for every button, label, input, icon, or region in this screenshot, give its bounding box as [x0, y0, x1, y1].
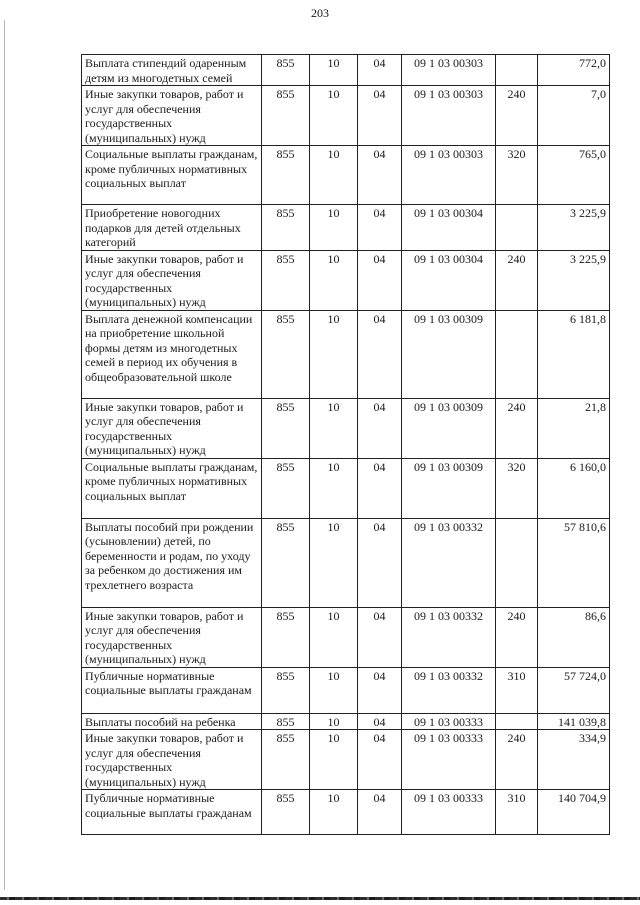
- row-vedomstvo-cell: 855: [262, 713, 310, 730]
- row-razdel-cell: 10: [310, 310, 358, 398]
- row-target-article-cell: 09 1 03 00303: [402, 86, 496, 146]
- page-number: 203: [311, 6, 329, 20]
- row-razdel-cell: 10: [310, 713, 358, 730]
- row-name-cell: Приобретение новогодних подарков для детей отдельных категорий: [82, 205, 262, 251]
- table-row: [82, 667, 610, 713]
- row-name-cell: Выплата денежной компенсации на приобретение школьной формы детям из многодетных семей в период их обучения в общеобразовательной школе: [82, 310, 262, 398]
- row-razdel-cell: 10: [310, 250, 358, 310]
- row-target-article-cell: 09 1 03 00309: [402, 398, 496, 458]
- row-target-article-cell: 09 1 03 00333: [402, 790, 496, 835]
- scan-bottom-rule: [0, 897, 640, 900]
- table-row: [82, 205, 610, 251]
- row-expense-type-cell: 240: [496, 86, 538, 146]
- row-podrazdel-cell: 04: [358, 667, 402, 713]
- row-vedomstvo-cell: 855: [262, 458, 310, 518]
- row-vedomstvo-cell: 855: [262, 398, 310, 458]
- row-vedomstvo-cell: 855: [262, 310, 310, 398]
- row-amount-cell: 7,0: [538, 86, 610, 146]
- row-expense-type-cell: [496, 205, 538, 251]
- row-name-cell: Выплаты пособий на ребенка: [82, 713, 262, 730]
- table-row: [82, 398, 610, 458]
- row-expense-type-cell: 320: [496, 458, 538, 518]
- row-name-cell: Социальные выплаты гражданам, кроме публичных нормативных социальных выплат: [82, 146, 262, 205]
- row-vedomstvo-cell: 855: [262, 205, 310, 251]
- row-expense-type-cell: [496, 713, 538, 730]
- row-podrazdel-cell: 04: [358, 790, 402, 835]
- row-razdel-cell: 10: [310, 55, 358, 86]
- row-amount-cell: 86,6: [538, 607, 610, 667]
- table-row: [82, 607, 610, 667]
- row-name-cell: Социальные выплаты гражданам, кроме публичных нормативных социальных выплат: [82, 458, 262, 518]
- row-amount-cell: 21,8: [538, 398, 610, 458]
- row-amount-cell: 140 704,9: [538, 790, 610, 835]
- row-name-cell: Иные закупки товаров, работ и услуг для обеспечения государственных (муниципальных) нужд: [82, 250, 262, 310]
- row-razdel-cell: 10: [310, 205, 358, 251]
- row-podrazdel-cell: 04: [358, 205, 402, 251]
- table-row: [82, 790, 610, 835]
- row-razdel-cell: 10: [310, 730, 358, 790]
- row-amount-cell: 6 181,8: [538, 310, 610, 398]
- table-row: [82, 713, 610, 730]
- table-row: [82, 86, 610, 146]
- row-target-article-cell: 09 1 03 00309: [402, 310, 496, 398]
- row-target-article-cell: 09 1 03 00309: [402, 458, 496, 518]
- row-name-cell: Иные закупки товаров, работ и услуг для обеспечения государственных (муниципальных) нужд: [82, 398, 262, 458]
- row-target-article-cell: 09 1 03 00304: [402, 250, 496, 310]
- row-vedomstvo-cell: 855: [262, 790, 310, 835]
- row-amount-cell: 3 225,9: [538, 250, 610, 310]
- table-row: [82, 518, 610, 607]
- row-target-article-cell: 09 1 03 00333: [402, 713, 496, 730]
- row-podrazdel-cell: 04: [358, 713, 402, 730]
- row-expense-type-cell: 240: [496, 730, 538, 790]
- row-target-article-cell: 09 1 03 00303: [402, 146, 496, 205]
- row-podrazdel-cell: 04: [358, 398, 402, 458]
- row-expense-type-cell: 240: [496, 250, 538, 310]
- table-row: [82, 55, 610, 86]
- table-row: [82, 250, 610, 310]
- row-vedomstvo-cell: 855: [262, 86, 310, 146]
- row-target-article-cell: 09 1 03 00333: [402, 730, 496, 790]
- row-razdel-cell: 10: [310, 607, 358, 667]
- row-expense-type-cell: [496, 518, 538, 607]
- row-amount-cell: 3 225,9: [538, 205, 610, 251]
- row-vedomstvo-cell: 855: [262, 730, 310, 790]
- row-name-cell: Публичные нормативные социальные выплаты гражданам: [82, 667, 262, 713]
- row-podrazdel-cell: 04: [358, 518, 402, 607]
- row-name-cell: Публичные нормативные социальные выплаты гражданам: [82, 790, 262, 835]
- row-podrazdel-cell: 04: [358, 86, 402, 146]
- row-razdel-cell: 10: [310, 146, 358, 205]
- row-amount-cell: 57 724,0: [538, 667, 610, 713]
- row-name-cell: Иные закупки товаров, работ и услуг для обеспечения государственных (муниципальных) нужд: [82, 86, 262, 146]
- row-target-article-cell: 09 1 03 00332: [402, 518, 496, 607]
- row-amount-cell: 141 039,8: [538, 713, 610, 730]
- row-expense-type-cell: [496, 55, 538, 86]
- row-expense-type-cell: 240: [496, 398, 538, 458]
- row-expense-type-cell: [496, 310, 538, 398]
- row-vedomstvo-cell: 855: [262, 250, 310, 310]
- row-amount-cell: 765,0: [538, 146, 610, 205]
- row-podrazdel-cell: 04: [358, 146, 402, 205]
- table-row: [82, 310, 610, 398]
- row-razdel-cell: 10: [310, 790, 358, 835]
- row-amount-cell: 6 160,0: [538, 458, 610, 518]
- table-row: [82, 458, 610, 518]
- row-expense-type-cell: 240: [496, 607, 538, 667]
- table-row: [82, 730, 610, 790]
- row-name-cell: Иные закупки товаров, работ и услуг для обеспечения государственных (муниципальных) нужд: [82, 607, 262, 667]
- row-amount-cell: 57 810,6: [538, 518, 610, 607]
- row-target-article-cell: 09 1 03 00303: [402, 55, 496, 86]
- table-row: [82, 146, 610, 205]
- row-podrazdel-cell: 04: [358, 730, 402, 790]
- row-target-article-cell: 09 1 03 00332: [402, 667, 496, 713]
- row-razdel-cell: 10: [310, 518, 358, 607]
- row-amount-cell: 772,0: [538, 55, 610, 86]
- budget-table-body: [82, 55, 610, 835]
- row-podrazdel-cell: 04: [358, 458, 402, 518]
- row-expense-type-cell: 310: [496, 790, 538, 835]
- row-razdel-cell: 10: [310, 458, 358, 518]
- row-name-cell: Иные закупки товаров, работ и услуг для обеспечения государственных (муниципальных) нужд: [82, 730, 262, 790]
- row-podrazdel-cell: 04: [358, 607, 402, 667]
- row-name-cell: Выплата стипендий одаренным детям из многодетных семей: [82, 55, 262, 86]
- row-expense-type-cell: 310: [496, 667, 538, 713]
- row-vedomstvo-cell: 855: [262, 667, 310, 713]
- scan-edge-line: [4, 20, 5, 890]
- row-podrazdel-cell: 04: [358, 310, 402, 398]
- row-podrazdel-cell: 04: [358, 250, 402, 310]
- row-razdel-cell: 10: [310, 667, 358, 713]
- row-razdel-cell: 10: [310, 398, 358, 458]
- row-vedomstvo-cell: 855: [262, 146, 310, 205]
- row-target-article-cell: 09 1 03 00304: [402, 205, 496, 251]
- row-razdel-cell: 10: [310, 86, 358, 146]
- row-podrazdel-cell: 04: [358, 55, 402, 86]
- row-vedomstvo-cell: 855: [262, 55, 310, 86]
- row-vedomstvo-cell: 855: [262, 607, 310, 667]
- row-target-article-cell: 09 1 03 00332: [402, 607, 496, 667]
- row-vedomstvo-cell: 855: [262, 518, 310, 607]
- row-expense-type-cell: 320: [496, 146, 538, 205]
- row-amount-cell: 334,9: [538, 730, 610, 790]
- row-name-cell: Выплаты пособий при рождении (усыновлении) детей, по беременности и родам, по уходу за ребенком до достижения им трехлетнего возраста: [82, 518, 262, 607]
- budget-table: [81, 54, 610, 835]
